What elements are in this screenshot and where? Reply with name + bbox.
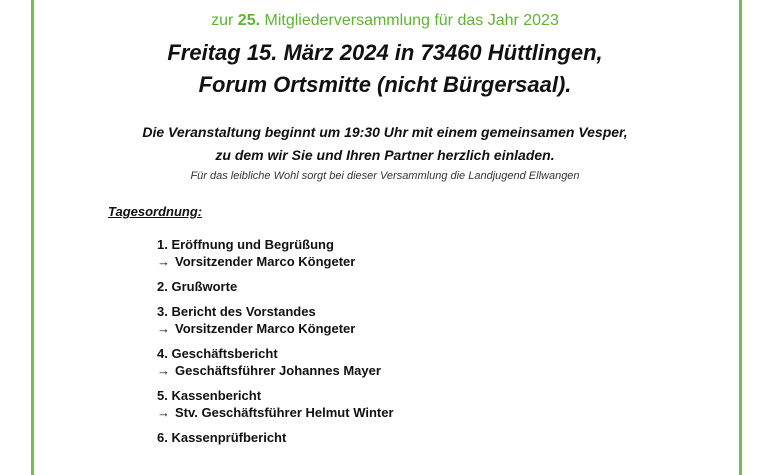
agenda-item	[157, 345, 394, 379]
agenda-item	[157, 236, 394, 270]
agenda-item-title: 4. Geschäftsbericht	[157, 346, 278, 361]
speaker-name: Vorsitzender Marco Köngeter	[175, 254, 356, 269]
agenda-item-speaker	[157, 362, 394, 379]
speaker-name: Geschäftsführer Johannes Mayer	[175, 363, 381, 378]
subtitle-suffix: Mitgliederversammlung für das Jahr 2023	[260, 12, 559, 29]
agenda-item-title: 1. Eröffnung und Begrüßung	[157, 237, 334, 252]
agenda-list	[157, 236, 394, 454]
agenda-item	[157, 278, 394, 295]
intro-prefix: Die Veranstaltung beginnt um	[142, 124, 345, 140]
agenda-item-title: 3. Bericht des Vorstandes	[157, 304, 316, 319]
arrow-right-icon: →	[157, 405, 170, 420]
speaker-name: Vorsitzender Marco Köngeter	[175, 321, 356, 336]
intro-line-2: zu dem wir Sie und Ihren Partner herzlich einladen.	[215, 147, 555, 163]
arrow-right-icon: →	[157, 363, 170, 378]
agenda-item-title: 6. Kassenprüfbericht	[157, 430, 287, 445]
assembly-number: 25.	[237, 12, 261, 29]
agenda-heading: Tagesordnung:	[108, 204, 203, 219]
agenda-item	[157, 429, 394, 446]
arrow-right-icon: →	[157, 321, 170, 336]
agenda-item-speaker	[157, 320, 394, 337]
agenda-item-title: 5. Kassenbericht	[157, 388, 262, 403]
intro-line-1	[0, 124, 770, 140]
agenda-item-speaker	[157, 253, 394, 270]
arrow-right-icon: →	[157, 254, 170, 269]
headline-venue: Forum Ortsmitte (nicht Bürgersaal).	[198, 72, 572, 97]
agenda-item	[157, 387, 394, 421]
start-time: 19:30 Uhr	[344, 124, 408, 140]
intro-suffix: mit einem gemeinsamen Vesper,	[407, 124, 628, 140]
agenda-item-speaker	[157, 404, 394, 421]
subtitle-prefix: zur	[211, 12, 238, 29]
assembly-subtitle	[0, 12, 770, 30]
catering-note: Für das leibliche Wohl sorgt bei dieser Versammlung die Landjugend Ellwangen	[190, 170, 580, 182]
agenda-item-title: 2. Grußworte	[157, 279, 238, 294]
headline-date-location: Freitag 15. März 2024 in 73460 Hüttlingen,	[167, 40, 603, 65]
speaker-name: Stv. Geschäftsführer Helmut Winter	[175, 405, 394, 420]
agenda-item	[157, 303, 394, 337]
